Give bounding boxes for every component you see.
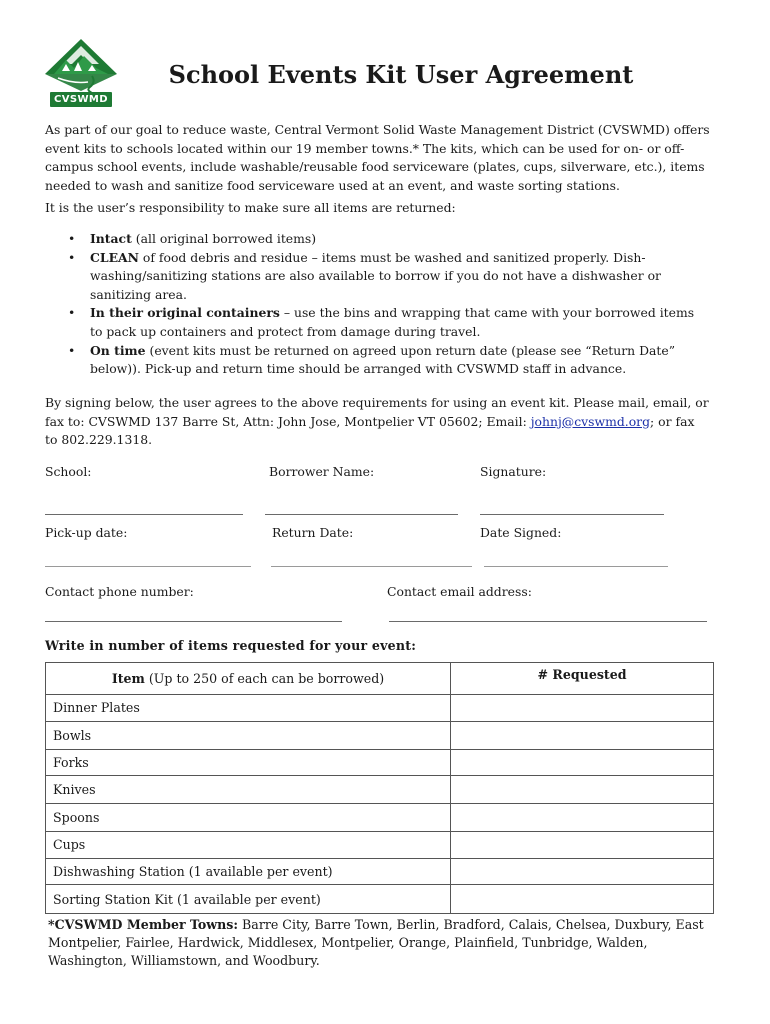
- intro-paragraph: As part of our goal to reduce waste, Central Vermont Solid Waste Management District (CVSWMD) offers event kits to schools located within our 19 member towns.* The kits, which can be used for on- or off-campus school events, include washable/reusable food serviceware (plates, cups, silverware, etc.), items needed to wash and sanitize food serviceware used at an event, and waste sorting stations.: [45, 122, 710, 193]
- borrower-name-label: Borrower Name:: [269, 464, 375, 479]
- bullet-icon: •: [68, 249, 76, 265]
- contact-phone-label: Contact phone number:: [45, 584, 194, 599]
- item-name-cell: Knives: [46, 776, 451, 804]
- bullet-text: (all original borrowed items): [131, 231, 317, 246]
- date-signed-label: Date Signed:: [480, 525, 562, 540]
- pickup-date-field[interactable]: [45, 566, 251, 567]
- table-row: [46, 749, 714, 776]
- item-name-cell: Spoons: [46, 804, 451, 832]
- item-name-cell: Bowls: [46, 721, 451, 749]
- contact-phone-field[interactable]: [45, 621, 342, 622]
- logo-text: CVSWMD: [54, 94, 108, 105]
- table-row: [46, 776, 714, 804]
- item-name-cell: Dishwashing Station (1 available per event): [46, 858, 451, 885]
- requested-input-cell[interactable]: [451, 721, 714, 749]
- contact-email-label: Contact email address:: [387, 584, 532, 599]
- bullet-text: (event kits must be returned on agreed upon return date (please see “Return Date” below)). Pick-up and return time should be arranged with CVSWMD staff in advance.: [90, 342, 676, 377]
- requested-input-cell[interactable]: [451, 776, 714, 804]
- table-row: [46, 695, 714, 722]
- bullet-bold: Intact: [90, 231, 132, 246]
- bullet-text: of food debris and residue – items must be washed and sanitized properly. Dish-washing/sanitizing stations are also available to borrow if you do not have a dishwasher or sanitizing area.: [90, 249, 661, 302]
- items-heading: Write in number of items requested for your event:: [45, 638, 417, 653]
- return-date-label: Return Date:: [272, 525, 354, 540]
- table-row: [46, 832, 714, 859]
- page-title: School Events Kit User Agreement: [168, 60, 634, 89]
- table-row: [46, 885, 714, 914]
- bullet-bold: CLEAN: [90, 249, 139, 265]
- list-item: [68, 304, 708, 341]
- item-column-header: [46, 663, 451, 695]
- requested-input-cell[interactable]: [451, 858, 714, 885]
- table-header-row: [46, 663, 714, 695]
- requested-input-cell[interactable]: [451, 832, 714, 859]
- borrower-name-field[interactable]: [265, 514, 458, 515]
- signature-field[interactable]: [480, 514, 664, 515]
- member-towns-footnote: [48, 916, 728, 970]
- item-name-cell: Sorting Station Kit (1 available per event): [46, 885, 451, 914]
- requested-column-header: # Requested: [451, 663, 714, 695]
- bullet-bold: On time: [90, 342, 146, 358]
- logo-text-box: [50, 92, 112, 107]
- pickup-date-label: Pick-up date:: [45, 525, 128, 540]
- bullet-icon: •: [68, 305, 76, 321]
- list-item: [68, 249, 708, 305]
- return-date-field[interactable]: [271, 566, 472, 567]
- signing-text-end: ; or fax to 802.229.1318.: [45, 413, 695, 448]
- requested-input-cell[interactable]: [451, 749, 714, 776]
- signature-label: Signature:: [480, 464, 547, 479]
- requested-input-cell[interactable]: [451, 804, 714, 832]
- return-requirements-list: [68, 230, 708, 379]
- item-header-note: (Up to 250 of each can be borrowed): [144, 671, 385, 686]
- table-row: [46, 721, 714, 749]
- item-header-bold: Item: [111, 671, 145, 686]
- list-item: [68, 230, 708, 249]
- item-name-cell: Forks: [46, 749, 451, 776]
- footnote-label: *CVSWMD Member Towns:: [48, 917, 239, 932]
- item-name-cell: Dinner Plates: [46, 695, 451, 722]
- items-table: [45, 662, 714, 914]
- list-item: [68, 342, 708, 379]
- signing-paragraph: [45, 394, 710, 450]
- bullet-bold: In their original containers: [90, 305, 280, 321]
- footnote-text: Barre City, Barre Town, Berlin, Bradford, Calais, Chelsea, Duxbury, East Montpelier, Fairlee, Hardwick, Middlesex, Montpelier, Orange, Plainfield, Tunbridge, Walden, Washington, Williamstown, and Woodbury.: [48, 917, 704, 968]
- school-field[interactable]: [45, 514, 243, 515]
- date-signed-field[interactable]: [484, 566, 668, 567]
- school-label: School:: [45, 464, 92, 479]
- bullet-text: – use the bins and wrapping that came with your borrowed items to pack up containers and protect from damage during travel.: [90, 305, 695, 339]
- table-row: [46, 858, 714, 885]
- item-name-cell: Cups: [46, 832, 451, 859]
- bullet-icon: •: [68, 342, 76, 358]
- table-row: [46, 804, 714, 832]
- contact-email-field[interactable]: [389, 621, 707, 622]
- responsibility-text: It is the user’s responsibility to make sure all items are returned:: [45, 200, 456, 215]
- email-link[interactable]: johnj@cvswmd.org: [530, 413, 651, 429]
- signing-text: By signing below, the user agrees to the above requirements for using an event kit. Please mail, email, or fax to: CVSWMD 137 Barre St, Attn: John Jose, Montpelier VT 05602; Email:: [45, 395, 709, 429]
- requested-input-cell[interactable]: [451, 695, 714, 722]
- bullet-icon: •: [68, 231, 76, 246]
- requested-input-cell[interactable]: [451, 885, 714, 914]
